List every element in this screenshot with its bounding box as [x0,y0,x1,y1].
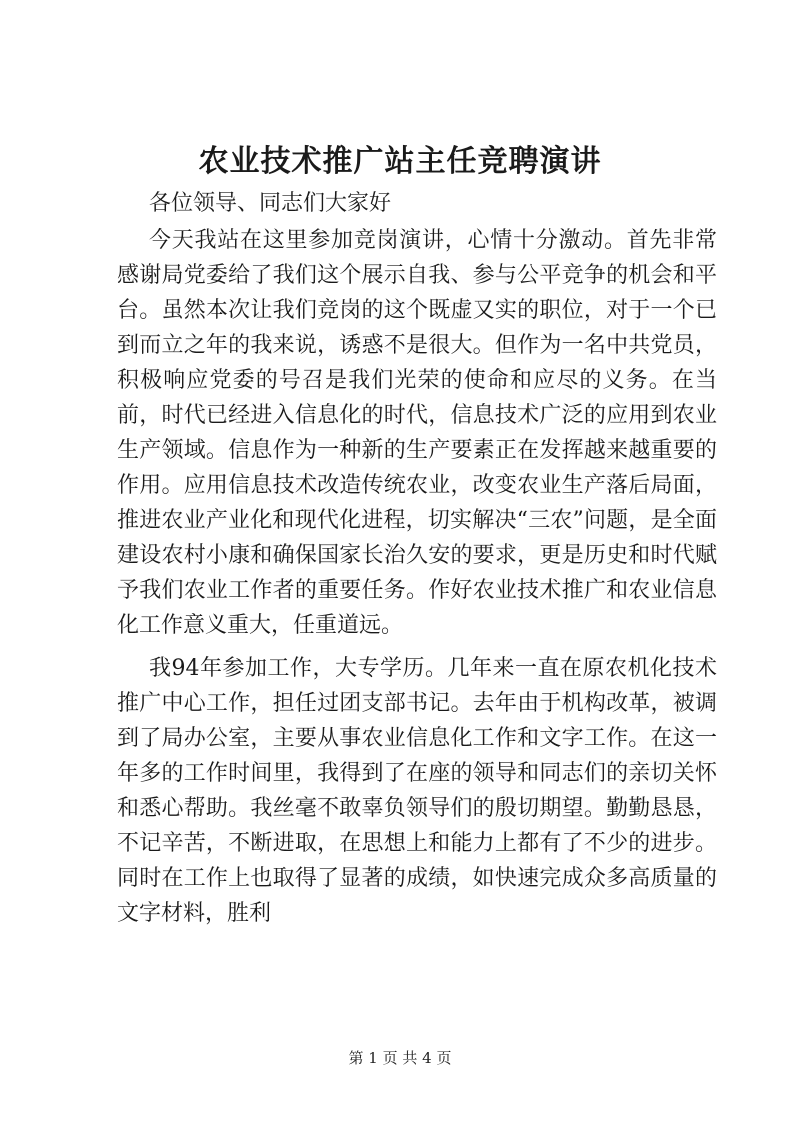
page-number: 第 1 页 共 4 页 [348,1049,452,1067]
paragraph-1: 今天我站在这里参加竞岗演讲，心情十分激动。首先非常感谢局党委给了我们这个展示自我、参与公平竞争的机会和平台。虽然本次让我们竞岗的这个既虚又实的职位，对于一个已到而立之年的我来说，诱惑不是很大。但作为一名中共党员，积极响应党委的号召是我们光荣的使命和应尽的义务。在当前，时代已经进入信息化的时代，信息技术广泛的应用到农业生产领域。信息作为一种新的生产要素正在发挥越来越重要的作用。应用信息技术改造传统农业，改变农业生产落后局面，推进农业产业化和现代化进程，切实解决“三农”问题，是全面建设农村小康和确保国家长治久安的要求，更是历史和时代赋予我们农业工作者的重要任务。作好农业技术推广和农业信息化工作意义重大，任重道远。 [117,228,717,638]
greeting: 各位领导、同志们大家好 [149,191,392,216]
paragraph-2: 我94年参加工作，大专学历。几年来一直在原农机化技术推广中心工作，担任过团支部书记。去年由于机构改革，被调到了局办公室，主要从事农业信息化工作和文字工作。在这一年多的工作时间里，我得到了在座的领导和同志们的亲切关怀和悉心帮助。我丝毫不敢辜负领导们的殷切期望。勤勤恳恳，不记辛苦，不断进取，在思想上和能力上都有了不少的进步。同时在工作上也取得了显著的成绩，如快速完成众多高质量的文字材料，胜利 [117,656,717,926]
page-title: 农业技术推广站主任竞聘演讲 [198,144,602,179]
document-body [117,186,717,939]
